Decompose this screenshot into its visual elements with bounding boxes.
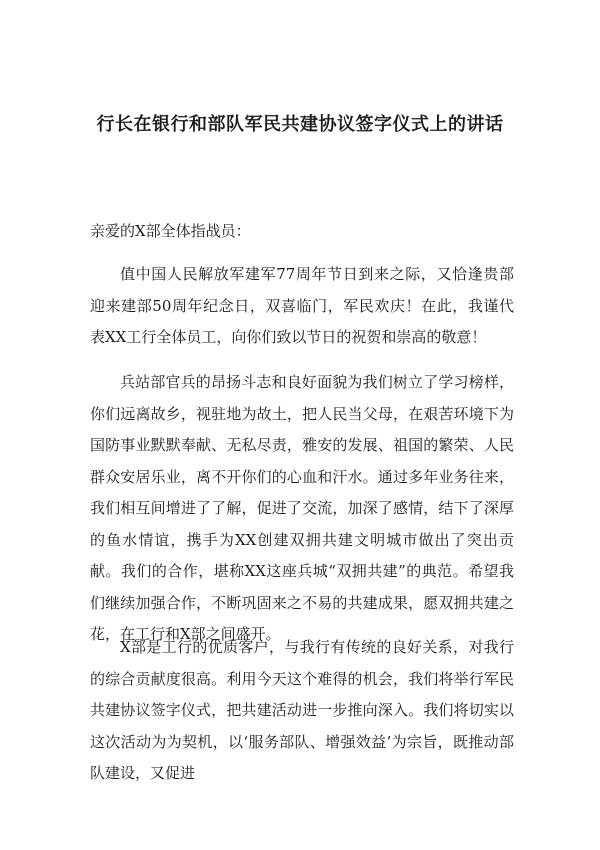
salutation: 亲爱的X部全体指战员： bbox=[90, 222, 251, 240]
paragraph-2: 兵站部官兵的昂扬斗志和良好面貌为我们树立了学习榜样，你们远离故乡，视驻地为故土，把人民当父母，在艰苦环境下为国防事业默默奉献、无私尽责，雅安的发展、祖国的繁荣、人民群众安居乐业，离不开你们的心血和汗水。通过多年业务往来，我们相互间增进了了解，促进了交流，加深了感情，结下了深厚的鱼水情谊，携手为XX创建双拥共建文明城市做出了突出贡献。我们的合作，堪称XX这座兵城“双拥共建”的典范。希望我们继续加强合作，不断巩固来之不易的共建成果，愿双拥共建之花，在工行和X部之间盛开。 bbox=[90, 373, 514, 643]
document-title: 行长在银行和部队军民共建协议签字仪式上的讲话 bbox=[96, 114, 504, 135]
paragraph-1: 值中国人民解放军建军77周年节日到来之际，又恰逢贵部迎来建部50周年纪念日，双喜临门，军民欢庆！在此，我谨代表XX工行全体员工，向你们致以节日的祝贺和崇高的敬意！ bbox=[90, 265, 514, 346]
paragraph-3: X部是工行的优质客户，与我行有传统的良好关系，对我行的综合贡献度很高。利用今天这个难得的机会，我们将举行军民共建协议签字仪式，把共建活动进一步推向深入。我们将切实以这次活动为为契机，以‘服务部队、增强效益’为宗旨，既推动部队建设，又促进 bbox=[90, 638, 514, 782]
